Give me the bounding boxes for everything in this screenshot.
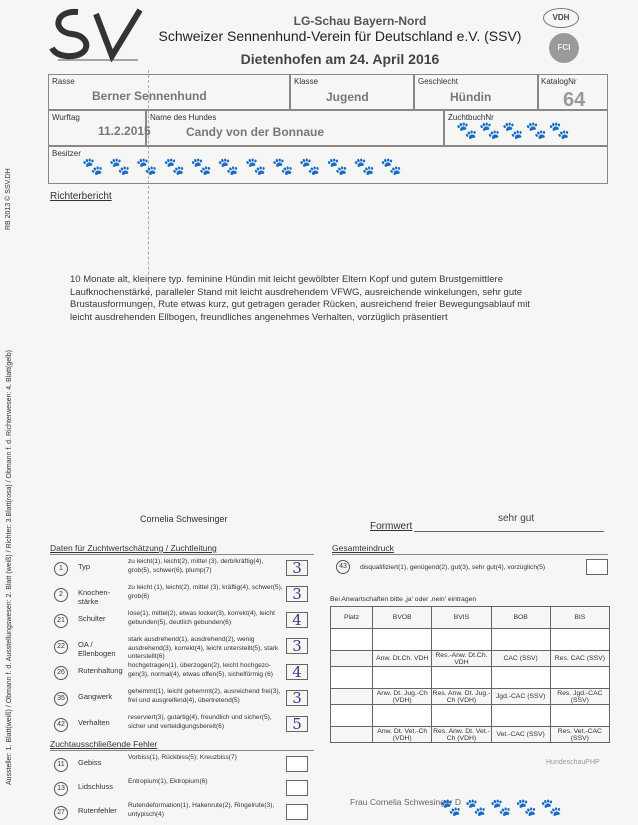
fci-logo: FCI bbox=[549, 33, 579, 63]
input-cell[interactable] bbox=[550, 705, 609, 727]
place-date: Dietenhofen am 24. April 2016 bbox=[240, 51, 440, 67]
gesamt-rule bbox=[332, 554, 608, 555]
wurftag-label: Wurftag bbox=[52, 113, 80, 122]
criterion-options: lose(1), mittel(2), etwas locker(3), korrekt(4), leicht gebunden(5), deutlich gebunden(6) bbox=[128, 610, 275, 626]
criterion-options: Vorbiss(1), Rückbiss(5); Kreuzbiss(7) bbox=[128, 754, 237, 761]
criterion-options: stark ausdrehend(1), ausdrehend(2), wenig ausdrehend(3), korrekt(4), leicht unterstellt(5), stark unterstellt(6) bbox=[128, 636, 279, 661]
table-label-cell: Jgd.-CAC (SSV) bbox=[491, 689, 550, 705]
criterion-number: 21 bbox=[54, 614, 68, 628]
criterion-options: zu leicht(1), leicht(2), mittel (3), derb/kräftig(4), grob(5), schwer(6), plump(7) bbox=[128, 558, 264, 574]
input-cell[interactable] bbox=[331, 667, 373, 689]
criterion-options: Rutendeformation(1), Hakenrute(2), Ringelrute(3), untypisch(4) bbox=[128, 802, 275, 818]
richterbericht-heading: Richterbericht bbox=[50, 191, 112, 202]
criterion-number: 22 bbox=[54, 640, 68, 654]
criterion-input[interactable] bbox=[286, 780, 308, 796]
criterion-options: gehemmt(1), leicht gehemmt(2), ausreichend frei(3), frei und ausgreifend(4), übertretend(5) bbox=[128, 688, 281, 704]
table-label-cell: Vet.-CAC (SSV) bbox=[491, 727, 550, 743]
input-cell[interactable] bbox=[331, 705, 373, 727]
criterion-options: Entropium(1), Ektropium(6) bbox=[128, 778, 208, 785]
criterion-number: 13 bbox=[54, 782, 68, 796]
criterion-score[interactable]: 3 bbox=[286, 560, 308, 576]
input-cell[interactable] bbox=[331, 629, 373, 651]
table-label-cell: Res. Anw. Dt. Jug.-Ch (VDH) bbox=[432, 689, 491, 704]
table-label-cell bbox=[331, 651, 373, 667]
name-label: Name des Hundes bbox=[150, 113, 217, 122]
ssv-logo bbox=[48, 6, 148, 62]
criterion-number: 42 bbox=[54, 718, 68, 732]
gesamt-options: disqualifiziert(1), genügend(2), gut(3), sehr gut(4), vorzüglich(5) bbox=[360, 564, 546, 571]
rasse-label: Rasse bbox=[52, 77, 75, 86]
criterion-number: 11 bbox=[54, 758, 68, 772]
criterion-options: reserviert(3), gutartig(4), freundlich und sicher(5), sicher und verteidigungsbereit(6) bbox=[128, 714, 272, 730]
table-label-cell: CAC (SSV) bbox=[491, 651, 550, 667]
besitzer-label: Besitzer bbox=[52, 149, 81, 158]
gesamt-heading: Gesamteindruck bbox=[332, 543, 394, 553]
input-cell[interactable] bbox=[491, 667, 550, 689]
watermark: HundeschauPHP bbox=[546, 759, 600, 766]
criterion-score[interactable]: 3 bbox=[286, 586, 308, 602]
side-note-distribution: Aussteller: 1. Blatt(weiß) / Obmann f. d. Ausstellungswesen: 2. Blatt (weiß) / Richter: 3.Blatt(rosa) / Obmann f. d. Richterwesen: 4. Blatt(gelb) bbox=[6, 350, 13, 785]
criterion-name: Knochen-stärke bbox=[78, 588, 111, 606]
criterion-input[interactable] bbox=[286, 756, 308, 772]
input-cell[interactable] bbox=[373, 705, 432, 727]
judge-name: Cornelia Schwesinger bbox=[140, 514, 228, 524]
input-cell[interactable] bbox=[491, 705, 550, 727]
fehler-rule bbox=[50, 750, 314, 751]
signature: Frau Cornelia Schwesinger D bbox=[350, 797, 462, 807]
table-header-cell: Platz bbox=[331, 607, 373, 629]
anwartschaften-note: Bei Anwartschaften bitte ‚ja' oder ‚nein' eintragen bbox=[330, 596, 477, 603]
criterion-score[interactable]: 4 bbox=[286, 664, 308, 680]
rasse-value: Berner Sennenhund bbox=[92, 89, 207, 103]
table-label-cell: Res. Anw. Dt. Vet.-Ch (VDH) bbox=[433, 727, 490, 742]
table-label-cell: Res. Vet.-CAC (SSV) bbox=[550, 727, 609, 743]
klasse-value: Jugend bbox=[326, 90, 369, 104]
club-name: Schweizer Sennenhund-Verein für Deutschland e.V. (SSV) bbox=[158, 28, 522, 44]
redaction-paws: 🐾🐾🐾🐾🐾 bbox=[456, 121, 572, 140]
klasse-label: Klasse bbox=[294, 77, 319, 86]
table-label-cell bbox=[331, 689, 373, 705]
table-label-cell: Anw. Dt. Jug.-Ch (VDH) bbox=[373, 689, 432, 705]
input-cell[interactable] bbox=[373, 629, 432, 651]
criterion-name: Gebiss bbox=[78, 758, 102, 767]
input-cell[interactable] bbox=[550, 629, 609, 651]
criterion-score[interactable]: 5 bbox=[286, 716, 308, 732]
table-label-cell: Res. Jgd.-CAC (SSV) bbox=[550, 689, 609, 705]
criterion-score[interactable]: 4 bbox=[286, 612, 308, 628]
criterion-name: Rutenfehler bbox=[78, 806, 117, 815]
criterion-name: Typ bbox=[78, 562, 91, 571]
table-header-cell: BOB bbox=[491, 607, 550, 629]
criterion-number: 26 bbox=[54, 666, 68, 680]
table-header-cell: BIS bbox=[550, 607, 609, 629]
criterion-name: Lidschluss bbox=[78, 782, 114, 791]
side-note-rb: RB 2013 © SSV.DH bbox=[5, 168, 12, 230]
katalog-value: 64 bbox=[563, 89, 586, 111]
input-cell[interactable] bbox=[432, 705, 491, 727]
criterion-name: Rutenhaltung bbox=[78, 666, 123, 675]
criterion-score[interactable]: 3 bbox=[286, 638, 308, 654]
formwert-label: Formwert bbox=[370, 521, 413, 532]
criterion-number: 1 bbox=[54, 562, 68, 576]
name-value: Candy von der Bonnaue bbox=[186, 125, 325, 139]
zuchtbuch-label: ZuchtbuchNr bbox=[448, 113, 494, 122]
fehler-heading: Zuchtausschließende Fehler bbox=[50, 739, 158, 749]
input-cell[interactable] bbox=[373, 667, 432, 689]
geschlecht-label: Geschlecht bbox=[418, 77, 459, 86]
input-cell[interactable] bbox=[432, 667, 491, 689]
zuchtwert-rule bbox=[50, 554, 314, 555]
richterbericht-text: 10 Monate alt, kleinere typ. feminine Hündin mit leicht gewölbter Eltern Kopf und gutem Brustgemittlere Laufknochenstärke, paralleler Stand mit leicht ausdrehendem VFWG, ausreichende winkelungen, sehr gute Brustausformungen, Rute etwas kurz, gut getragen gerader Rücken, ausreichend freier Bewegungsablauf mit leicht ausdrehenden Ellbogen, freundliches angenehmes Verhalten, vorzüglich präsentiert bbox=[70, 274, 530, 323]
criterion-name: Verhalten bbox=[78, 718, 110, 727]
criterion-number: 27 bbox=[54, 806, 68, 820]
table-header-cell: BVIS bbox=[432, 607, 491, 629]
criterion-input[interactable] bbox=[286, 804, 308, 820]
vdh-logo: VDH bbox=[543, 8, 579, 28]
criterion-name: Schulter bbox=[78, 614, 106, 623]
gesamt-number: 43 bbox=[336, 560, 350, 574]
table-label-cell bbox=[331, 727, 373, 743]
geschlecht-value: Hündin bbox=[450, 90, 492, 104]
criterion-options: zu leicht (1), leicht(2), mittel (3), kräftig(4), schwer(5), grob(6) bbox=[128, 584, 283, 600]
table-label-cell: Anw. Dt. Vet.-Ch (VDH) bbox=[373, 727, 432, 743]
criterion-number: 35 bbox=[54, 692, 68, 706]
zuchtwert-rows bbox=[50, 556, 320, 738]
criterion-name: OA / Ellenbogen bbox=[78, 640, 116, 658]
signature-paws: 🐾🐾🐾🐾🐾 bbox=[440, 798, 566, 817]
input-cell[interactable] bbox=[432, 629, 491, 651]
table-label-cell: Anw. Dt.Ch. VDH bbox=[373, 651, 432, 667]
criterion-score[interactable]: 3 bbox=[286, 690, 308, 706]
criterion-number: 2 bbox=[54, 588, 68, 602]
criterion-options: hochgetragen(1), überzogen(2), leicht hochgezo-gen(3), normal(4), etwas offen(5), sichelförmig (6) bbox=[128, 662, 273, 678]
table-header-cell: BVOB bbox=[373, 607, 432, 629]
table-label-cell: Res. CAC (SSV) bbox=[550, 651, 609, 667]
katalog-label: KatalogNr bbox=[541, 77, 577, 86]
gesamt-input[interactable] bbox=[586, 559, 608, 575]
input-cell[interactable] bbox=[550, 667, 609, 689]
formwert-value: sehr gut bbox=[498, 513, 535, 524]
anwartschaften-table bbox=[330, 606, 610, 743]
redaction-paws: 🐾🐾🐾🐾🐾🐾🐾🐾🐾🐾🐾🐾 bbox=[82, 157, 409, 176]
show-title: LG-Schau Bayern-Nord bbox=[293, 14, 427, 28]
zuchtwert-heading: Daten für Zuchtwertschätzung / Zuchtleitung bbox=[50, 543, 217, 553]
input-cell[interactable] bbox=[491, 629, 550, 651]
fehler-rows bbox=[50, 752, 320, 824]
formwert-line bbox=[414, 531, 604, 532]
wurftag-value: 11.2.2015 bbox=[98, 124, 151, 138]
criterion-name: Gangwerk bbox=[78, 692, 113, 701]
table-label-cell: Res.-Anw. Dt.Ch. VDH bbox=[432, 651, 491, 667]
